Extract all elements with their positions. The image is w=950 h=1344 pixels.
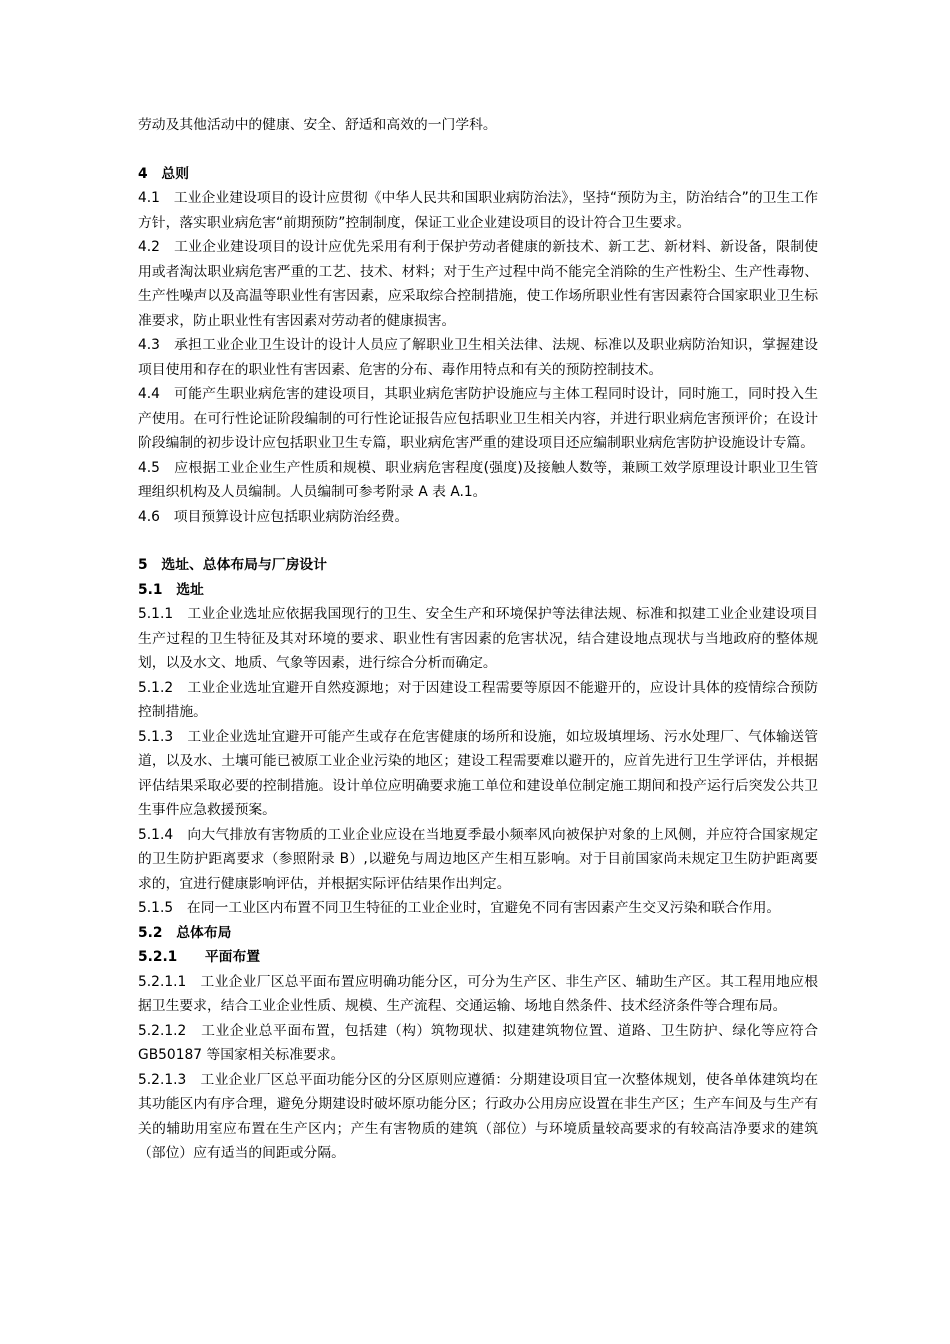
clause-5-1-5: 5.1.5 在同一工业区内布置不同卫生特征的工业企业时，宜避免不同有害因素产生交叉污染和联合作用。 xyxy=(138,900,781,916)
subsection-5-1-heading: 5.1 选址 xyxy=(138,581,204,598)
clause-4-5: 4.5 应根据工业企业生产性质和规模、职业病危害程度(强度)及接触人数等，兼顾工效学原理设计职业卫生管理组织机构及人员编制。人员编制可参考附录 A 表 A.1。 xyxy=(138,459,818,500)
clause-5-1-2: 5.1.2 工业企业选址宜避开自然疫源地；对于因建设工程需要等原因不能避开的，应设计具体的疫情综合预防控制措施。 xyxy=(138,679,818,720)
section-4-heading: 4 总则 xyxy=(138,165,189,182)
clause-4-4: 4.4 可能产生职业病危害的建设项目，其职业病危害防护设施应与主体工程同时设计，同时施工，同时投入生产使用。在可行性论证阶段编制的可行性论证报告应包括职业卫生相关内容，并进行职业病危害预评价；在设计阶段编制的初步设计应包括职业卫生专篇，职业病危害严重的建设项目还应编制职业病危害防护设施设计专篇。 xyxy=(138,386,818,451)
clause-5-2-1-2: 5.2.1.2 工业企业总平面布置，包括建（构）筑物现状、拟建建筑物位置、道路、卫生防护、绿化等应符合 GB50187 等国家相关标准要求。 xyxy=(138,1022,818,1063)
intro-tail-text: 劳动及其他活动中的健康、安全、舒适和高效的一门学科。 xyxy=(138,117,497,133)
clause-5-1-3: 5.1.3 工业企业选址宜避开可能产生或存在危害健康的场所和设施，如垃圾填埋场、污水处理厂、气体输送管道，以及水、土壤可能已被原工业企业污染的地区；建设工程需要难以避开的，应首先进行卫生学评估，并根据评估结果采取必要的控制措施。设计单位应明确要求施工单位和建设单位制定施工期间和投产运行后突发公共卫生事件应急救援预案。 xyxy=(138,728,818,818)
clause-4-6: 4.6 项目预算设计应包括职业病防治经费。 xyxy=(138,508,409,525)
clause-4-2: 4.2 工业企业建设项目的设计应优先采用有利于保护劳动者健康的新技术、新工艺、新材料、新设备，限制使用或者淘汰职业病危害严重的工艺、技术、材料；对于生产过程中尚不能完全消除的生产性粉尘、生产性毒物、生产性噪声以及高温等职业性有害因素，应采取综合控制措施，使工作场所职业性有害因素符合国家职业卫生标准要求，防止职业性有害因素对劳动者的健康损害。 xyxy=(138,239,818,329)
subsection-5-2-1-heading: 5.2.1 平面布置 xyxy=(138,949,261,965)
clause-4-3: 4.3 承担工业企业卫生设计的设计人员应了解职业卫生相关法律、法规、标准以及职业病防治知识，掌握建设项目使用和存在的职业性有害因素、危害的分布、毒作用特点和有关的预防控制技术。 xyxy=(138,337,818,378)
clause-5-2-1-3: 5.2.1.3 工业企业厂区总平面功能分区的分区原则应遵循：分期建设项目宜一次整体规划，使各单体建筑均在其功能区内有序合理，避免分期建设时破坏原功能分区；行政办公用房应设置在非生产区；生产车间及与生产有关的辅助用室应布置在生产区内；产生有害物质的建筑（部位）与环境质量较高要求的有较高洁净要求的建筑（部位）应有适当的间距或分隔。 xyxy=(138,1071,818,1161)
clause-5-1-4: 5.1.4 向大气排放有害物质的工业企业应设在当地夏季最小频率风向被保护对象的上风侧，并应符合国家规定的卫生防护距离要求（参照附录 B）,以避免与周边地区产生相互影响。对于目前国家尚未规定卫生防护距离要求的，宜进行健康影响评估，并根据实际评估结果作出判定。 xyxy=(138,826,818,892)
document-page xyxy=(138,113,818,1166)
subsection-5-2-heading: 5.2 总体布局 xyxy=(138,924,232,941)
section-5-heading: 5 选址、总体布局与厂房设计 xyxy=(138,557,327,573)
clause-4-1: 4.1 工业企业建设项目的设计应贯彻《中华人民共和国职业病防治法》，坚持“预防为主，防治结合”的卫生工作方针，落实职业病危害“前期预防”控制制度，保证工业企业建设项目的设计符合卫生要求。 xyxy=(138,190,818,231)
clause-5-1-1: 5.1.1 工业企业选址应依据我国现行的卫生、安全生产和环境保护等法律法规、标准和拟建工业企业建设项目生产过程的卫生特征及其对环境的要求、职业性有害因素的危害状况，结合建设地点现状与当地政府的整体规划，以及水文、地质、气象等因素，进行综合分析而确定。 xyxy=(138,606,818,671)
clause-5-2-1-1: 5.2.1.1 工业企业厂区总平面布置应明确功能分区，可分为生产区、非生产区、辅助生产区。其工程用地应根据卫生要求，结合工业企业性质、规模、生产流程、交通运输、场地自然条件、技术经济条件等合理布局。 xyxy=(138,973,818,1014)
